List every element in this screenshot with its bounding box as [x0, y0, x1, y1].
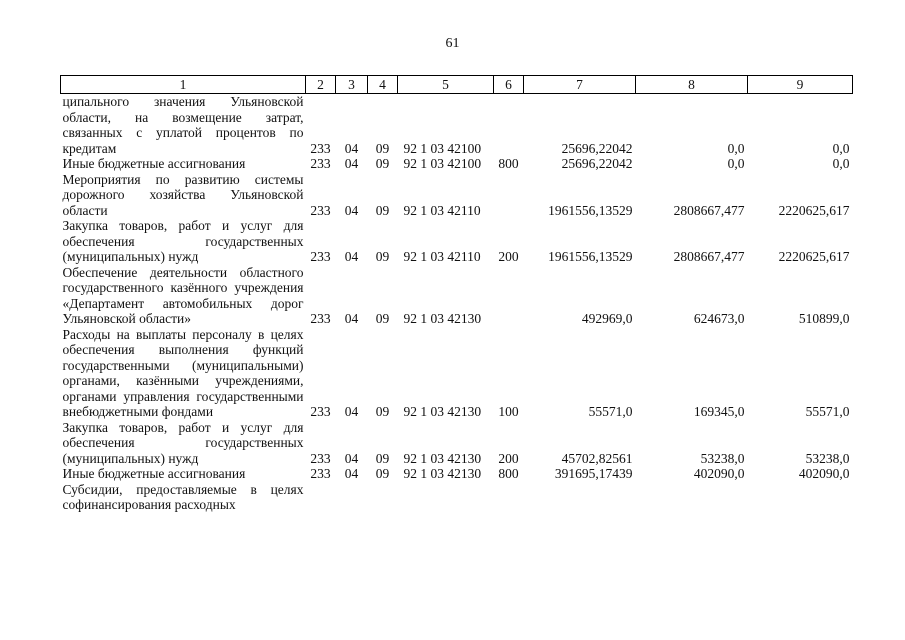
- row-section: 04: [344, 202, 359, 218]
- row-amount-col9: 2220625,617: [778, 202, 850, 218]
- budget-table: [60, 75, 853, 513]
- column-header: 7: [524, 76, 636, 94]
- page-number: 61: [445, 36, 460, 51]
- column-header: 8: [636, 76, 748, 94]
- row-expense-type: [494, 482, 524, 513]
- row-name: Мероприятия по развитию системы дорожного хозяйства Ульяновской области: [62, 171, 304, 218]
- row-amount-col9: 55571,0: [805, 404, 850, 419]
- row-amount-col7: [524, 482, 636, 513]
- row-amount-col7: 1961556,13529: [548, 202, 633, 218]
- row-amount-col7: 492969,0: [581, 311, 633, 326]
- row-subsection: [368, 482, 398, 513]
- row-expense-type: 200: [498, 249, 519, 264]
- row-amount-col8: 402090,0: [693, 466, 745, 481]
- row-amount-col8: 624673,0: [693, 311, 745, 326]
- row-amount-col9: [748, 482, 853, 513]
- row-amount-col8: 53238,0: [700, 450, 745, 466]
- row-target-code: 92 1 03 42110: [403, 202, 481, 218]
- table-row: [61, 265, 853, 327]
- column-header: 5: [398, 76, 494, 94]
- row-subsection: 09: [375, 140, 390, 156]
- row-section: 04: [344, 311, 359, 326]
- row-amount-col9: 402090,0: [798, 466, 850, 481]
- column-header: 2: [306, 76, 336, 94]
- row-amount-col9: 53238,0: [805, 450, 850, 466]
- column-header: 6: [494, 76, 524, 94]
- row-subsection: 09: [375, 466, 390, 481]
- row-section: 04: [344, 140, 359, 156]
- row-amount-col9: 0,0: [832, 140, 850, 156]
- row-amount-col7: 55571,0: [588, 404, 633, 419]
- row-amount-col7: 25696,22042: [561, 156, 633, 171]
- row-name: Субсидии, предоставляемые в целях софинансирования расходных: [62, 481, 304, 512]
- table-row: [61, 172, 853, 219]
- table-row: [61, 420, 853, 467]
- row-name: Обеспечение деятельности областного государственного казённого учреждения «Департамент автомобильных дорог Ульяновской области»: [62, 264, 304, 326]
- row-amount-col8: 169345,0: [693, 404, 745, 419]
- row-target-code: 92 1 03 42130: [403, 450, 482, 466]
- row-grbs: [306, 482, 336, 513]
- row-subsection: 09: [375, 450, 390, 466]
- row-subsection: 09: [375, 249, 390, 264]
- row-target-code: 92 1 03 42130: [403, 466, 482, 481]
- row-amount-col8: 0,0: [727, 140, 745, 156]
- row-amount-col7: 1961556,13529: [548, 249, 633, 264]
- table-row: [61, 482, 853, 513]
- row-grbs: 233: [310, 466, 331, 481]
- row-name: ципального значения Ульяновской области, на возмещение затрат, связанных с уплатой процентов по кредитам: [62, 94, 304, 156]
- row-subsection: 09: [375, 311, 390, 326]
- row-amount-col8: 0,0: [727, 156, 745, 171]
- row-section: 04: [344, 156, 359, 171]
- row-grbs: 233: [310, 450, 331, 466]
- row-target-code: [398, 482, 494, 513]
- row-section: 04: [344, 404, 359, 419]
- row-name: Иные бюджетные ассигнования: [62, 156, 246, 171]
- row-expense-type: 800: [498, 466, 519, 481]
- row-amount-col7: 391695,17439: [554, 466, 633, 481]
- row-target-code: 92 1 03 42100: [403, 156, 482, 171]
- row-grbs: 233: [310, 202, 331, 218]
- row-name: Расходы на выплаты персоналу в целях обеспечения выполнения функций государственными (муниципальными) органами, казёнными учреждениями, органами управления государственными внебюджетными фондами: [62, 326, 304, 419]
- row-section: 04: [344, 450, 359, 466]
- table-row: [61, 218, 853, 265]
- row-amount-col8: 2808667,477: [673, 249, 745, 264]
- row-expense-type: 100: [498, 404, 519, 419]
- row-grbs: 233: [310, 249, 331, 264]
- row-expense-type: [494, 94, 524, 157]
- row-name: Закупка товаров, работ и услуг для обеспечения государственных (муниципальных) нужд: [62, 218, 304, 264]
- row-expense-type: [494, 265, 524, 327]
- row-amount-col9: 2220625,617: [778, 249, 850, 264]
- table-header-row: [61, 76, 853, 94]
- row-section: [336, 482, 368, 513]
- row-target-code: 92 1 03 42130: [403, 404, 482, 419]
- row-subsection: 09: [375, 156, 390, 171]
- column-header: 9: [748, 76, 853, 94]
- table-body: [61, 94, 853, 513]
- column-header: 3: [336, 76, 368, 94]
- row-amount-col8: 2808667,477: [673, 202, 745, 218]
- column-header: 4: [368, 76, 398, 94]
- row-amount-col8: [636, 482, 748, 513]
- row-section: 04: [344, 466, 359, 481]
- row-section: 04: [344, 249, 359, 264]
- row-grbs: 233: [310, 404, 331, 419]
- row-amount-col7: 25696,22042: [561, 140, 633, 156]
- row-grbs: 233: [310, 156, 331, 171]
- row-expense-type: [494, 172, 524, 219]
- row-name: Закупка товаров, работ и услуг для обеспечения государственных (муниципальных) нужд: [62, 419, 304, 466]
- row-amount-col7: 45702,82561: [561, 450, 633, 466]
- row-amount-col9: 0,0: [832, 156, 850, 171]
- row-target-code: 92 1 03 42100: [403, 140, 482, 156]
- row-expense-type: 200: [498, 450, 519, 466]
- table-row: [61, 94, 853, 157]
- row-amount-col9: 510899,0: [798, 311, 850, 326]
- row-target-code: 92 1 03 42110: [403, 249, 481, 264]
- table-row: [61, 327, 853, 420]
- row-grbs: 233: [310, 140, 331, 156]
- row-subsection: 09: [375, 404, 390, 419]
- table-row: [61, 156, 853, 172]
- table-row: [61, 466, 853, 482]
- column-header: 1: [61, 76, 306, 94]
- row-subsection: 09: [375, 202, 390, 218]
- row-target-code: 92 1 03 42130: [403, 311, 482, 326]
- row-name: Иные бюджетные ассигнования: [62, 466, 246, 481]
- row-grbs: 233: [310, 311, 331, 326]
- row-expense-type: 800: [498, 156, 519, 171]
